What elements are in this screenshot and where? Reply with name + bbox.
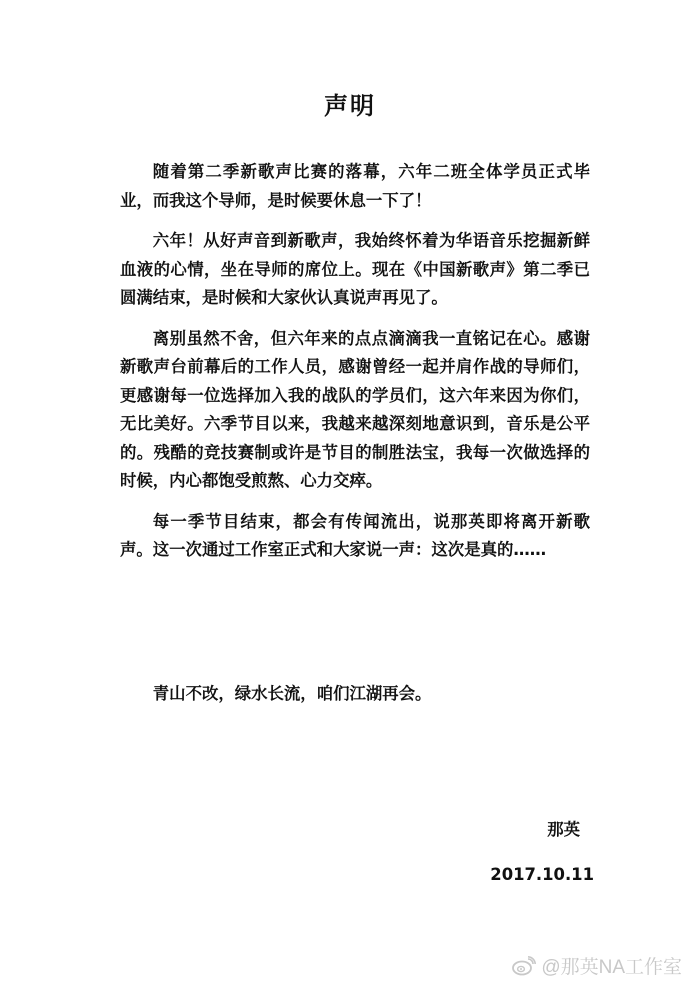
statement-date: 2017.10.11 xyxy=(490,865,594,884)
watermark-text: @那英NA工作室 xyxy=(541,957,682,978)
paragraph-1: 随着第二季新歌声比赛的落幕，六年二班全体学员正式毕业，而我这个导师，是时候要休息一下了！ xyxy=(120,162,590,210)
paragraph-3: 离别虽然不舍，但六年来的点点滴滴我一直铭记在心。感谢新歌声台前幕后的工作人员，感谢曾经一起并肩作战的导师们，更感谢每一位选择加入我的战队的学员们，这六年来因为你们，无比美好。六季节目以来，我越来越深刻地意识到，音乐是公平的。残酷的竞技赛制或许是节目的制胜法宝，我每一次做选择的时候，内心都饱受煎熬、心力交瘁。 xyxy=(120,328,590,490)
signature: 那英 xyxy=(547,820,580,839)
weibo-icon xyxy=(512,956,536,976)
paragraph-4: 每一季节目结束，都会有传闻流出，说那英即将离开新歌声。这一次通过工作室正式和大家说一声：这次是真的…… xyxy=(120,511,590,559)
paragraph-2: 六年！从好声音到新歌声，我始终怀着为华语音乐挖掘新鲜血液的心情，坐在导师的席位上。现在《中国新歌声》第二季已圆满结束，是时候和大家伙认真说声再见了。 xyxy=(120,231,590,307)
watermark xyxy=(512,952,682,979)
page-title: 声明 xyxy=(324,92,376,120)
statement-body xyxy=(120,158,590,577)
closing-line: 青山不改，绿水长流，咱们江湖再会。 xyxy=(152,684,432,703)
